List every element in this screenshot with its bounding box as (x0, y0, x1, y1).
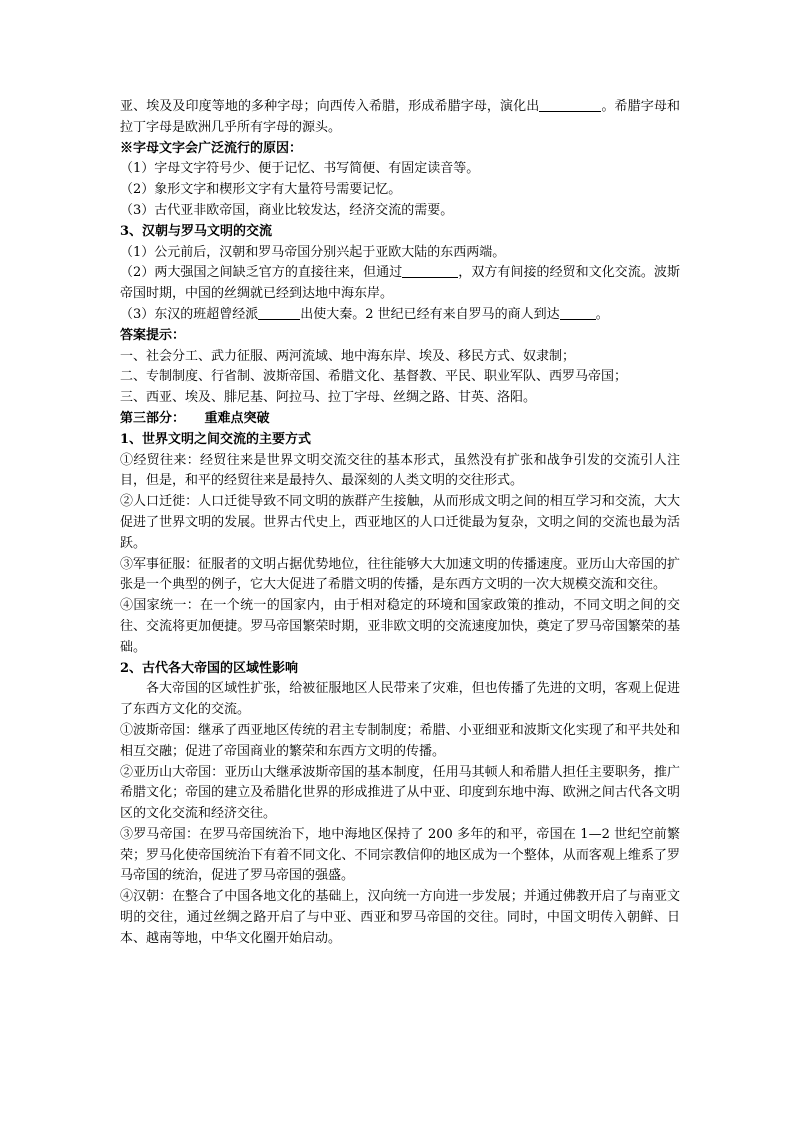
answer-item-1: 一、社会分工、武力征服、两河流域、地中海东岸、埃及、移民方式、奴隶制； (120, 348, 576, 364)
document-page (120, 97, 680, 950)
section3-item-3-start: （3）东汉的班超曾经派 (120, 306, 259, 322)
empire-roman: ③罗马帝国：在罗马帝国统治下，地中海地区保持了 200 多年的和平，帝国在 1—2 世纪空前繁荣；罗马化使帝国统治下有着不同文化、不同宗教信仰的地区成为一个整体，从而客观上维系了罗马帝国的统治，促进了罗马帝国的强盛。 (120, 826, 680, 884)
section3-item-3-mid: 出使大秦。2 世纪已经有来自罗马的商人到达 (300, 306, 560, 322)
exchange-mode-conquest: ③军事征服：征服者的文明占据优势地位，往往能够大大加速文明的传播速度。亚历山大帝国的扩张是一个典型的例子，它大大促进了希腊文明的传播，是东西方文明的一次大规模交流和交往。 (120, 556, 680, 593)
section3-item-3-end: 。 (595, 306, 609, 322)
intro-text-end: 。希腊字母和拉丁字母是欧洲几乎所有字母的源头。 (120, 99, 680, 135)
reason-item-1: （1）字母文字符号少、便于记忆、书写简便、有固定读音等。 (120, 161, 480, 177)
reasons-heading: ※字母文字会广泛流行的原因： (120, 140, 303, 156)
part3-s2-heading: 2、古代各大帝国的区域性影响 (120, 660, 299, 676)
part3-s1-heading: 1、世界文明之间交流的主要方式 (120, 431, 312, 447)
fill-blank-1[interactable] (539, 97, 601, 112)
section3-item-1: （1）公元前后，汉朝和罗马帝国分别兴起于亚欧大陆的东西两端。 (120, 244, 506, 260)
answers-heading: 答案提示： (120, 327, 186, 343)
answer-item-2: 二、专制制度、行省制、波斯帝国、希腊文化、基督教、平民、职业军队、西罗马帝国； (120, 369, 628, 385)
fill-blank-3[interactable] (258, 305, 300, 320)
intro-paragraph (120, 97, 680, 139)
section3-item-2 (120, 263, 680, 305)
section3-item-3 (120, 305, 680, 326)
intro-text-start: 亚、埃及及印度等地的多种字母；向西传入希腊，形成希腊字母，演化出 (120, 99, 540, 114)
empire-han: ④汉朝：在整合了中国各地文化的基础上，汉向统一方向进一步发展；并通过佛教开启了与南亚文明的交往，通过丝绸之路开启了与中亚、西亚和罗马帝国的交往。同时，中国文明传入朝鲜、日本、越南等地，中华文化圈开始启动。 (120, 889, 680, 946)
part3-s2-intro: 各大帝国的区域性扩张，给被征服地区人民带来了灾难，但也传播了先进的文明，客观上促进了东西方文化的交流。 (120, 681, 680, 718)
exchange-mode-trade: ①经贸往来：经贸往来是世界文明交流交往的基本形式，虽然没有扩张和战争引发的交流引人注目，但是，和平的经贸往来是最持久、最深刻的人类文明的交往形式。 (120, 452, 680, 489)
reason-item-3: （3）古代亚非欧帝国，商业比较发达，经济交流的需要。 (120, 202, 454, 218)
exchange-mode-unification: ④国家统一：在一个统一的国家内，由于相对稳定的环境和国家政策的推动，不同文明之间的交往、交流将更加便捷。罗马帝国繁荣时期，亚非欧文明的交流速度加快，奠定了罗马帝国繁荣的基础。 (120, 598, 680, 655)
empire-persian: ①波斯帝国：继承了西亚地区传统的君主专制制度；希腊、小亚细亚和波斯文化实现了和平共处和相互交融；促进了帝国商业的繁荣和东西方文明的传播。 (120, 722, 680, 759)
section3-item-2-end: ，双方有间接的经贸和文化交流。波斯帝国时期，中国的丝绸就已经到达地中海东岸。 (120, 265, 680, 302)
fill-blank-4[interactable] (560, 305, 596, 320)
section3-heading: 3、汉朝与罗马文明的交流 (120, 223, 273, 239)
fill-blank-2[interactable] (402, 263, 458, 278)
section3-item-2-start: （2）两大强国之间缺乏官方的直接往来，但通过 (120, 265, 403, 281)
empire-alexander: ②亚历山大帝国：亚历山大继承波斯帝国的基本制度，任用马其顿人和希腊人担任主要职务，推广希腊文化；帝国的建立及希腊化世界的形成推进了从中亚、印度到东地中海、欧洲之间古代各文明区的文化交流和经济交往。 (120, 764, 680, 822)
part3-heading: 第三部分： 重难点突破 (120, 410, 270, 426)
reason-item-2: （2）象形文字和楔形文字有大量符号需要记忆。 (120, 182, 402, 198)
exchange-mode-migration: ②人口迁徙：人口迁徙导致不同文明的族群产生接触，从而形成文明之间的相互学习和交流，大大促进了世界文明的发展。世界古代史上，西亚地区的人口迁徙最为复杂，文明之间的交流也最为活跃。 (120, 494, 680, 551)
answer-item-3: 三、西亚、埃及、腓尼基、阿拉马、拉丁字母、丝绸之路、甘英、洛阳。 (120, 390, 537, 406)
